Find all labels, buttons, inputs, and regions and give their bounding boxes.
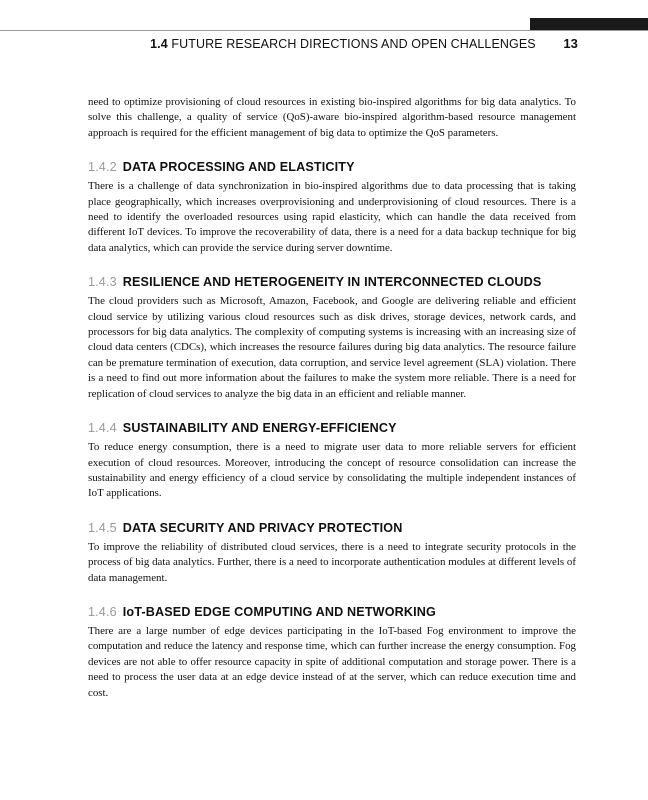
section-number: 1.4.6 — [88, 604, 117, 619]
running-head-title: FUTURE RESEARCH DIRECTIONS AND OPEN CHALLENGES — [171, 37, 536, 51]
section-title: IoT-BASED EDGE COMPUTING AND NETWORKING — [122, 604, 436, 619]
section-title: RESILIENCE AND HETEROGENEITY IN INTERCONNECTED CLOUDS — [122, 275, 542, 290]
section-title: DATA PROCESSING AND ELASTICITY — [122, 160, 355, 175]
section-heading-1-4-5 — [88, 521, 576, 535]
section-heading-1-4-2 — [88, 160, 576, 174]
section-paragraph-1-4-3: The cloud providers such as Microsoft, Amazon, Facebook, and Google are delivering reliable and efficient cloud service by utilizing various cloud resources such as disk drives, storage devices, network cards, and processors for big data analytics. The complexity of computing systems is increasing with an increasing size of cloud data centers (CDCs), which increases the resource failures during big data analytics. The resource failure can be premature termination of execution, data corruption, and service level agreement (SLA) violation. There is a need to find out more information about the failures to make the system more reliable. There is a need for replication of cloud services to analyze the big data in an efficient and reliable manner. — [88, 295, 576, 400]
section-number: 1.4.2 — [88, 160, 117, 175]
page-number: 13 — [563, 36, 578, 51]
section-paragraph-1-4-5: To improve the reliability of distributed cloud services, there is a need to integrate security protocols in the process of big data analytics. Further, there is a need to incorporate authentication modules at different levels of data management. — [88, 540, 576, 584]
section-heading-1-4-3 — [88, 275, 576, 289]
section-title: SUSTAINABILITY AND ENERGY-EFFICIENCY — [122, 421, 397, 436]
section-title: DATA SECURITY AND PRIVACY PROTECTION — [122, 520, 403, 535]
page-body — [88, 95, 576, 701]
intro-paragraph: need to optimize provisioning of cloud resources in existing bio-inspired algorithms for big data analytics. To solve this challenge, a quality of service (QoS)-aware bio-inspired algorithm-based resource management approach is required for the efficient management of big data to optimize the QoS parameters. — [88, 96, 576, 139]
section-paragraph-1-4-2: There is a challenge of data synchronization in bio-inspired algorithms due to data processing that is taking place geographically, which increases overprovisioning and underprovisioning of cloud resources. There is a need to identify the overloaded resources using rapid elasticity, which can handle the data received from different IoT devices. To improve the recoverability of data, there is a need for a data backup technique for big data analytics, which can provide the service during server downtime. — [88, 180, 576, 254]
section-paragraph-1-4-6: There are a large number of edge devices participating in the IoT-based Fog environment to improve the computation and reduce the latency and response time, which can further increase the energy consumption. Fog devices are not able to offer resource capacity in spite of additional computation and storage power. There is a need to process the user data at an edge device instead of at the server, which can reduce execution time and cost. — [88, 624, 576, 699]
running-head-section-number: 1.4 — [150, 37, 168, 51]
section-paragraph-1-4-4: To reduce energy consumption, there is a need to migrate user data to more reliable servers for efficient execution of cloud resources. Moreover, introducing the concept of resource consolidation can increase the sustainability and energy efficiency of a cloud service by consolidating the multiple independent instances of IoT applications. — [88, 441, 576, 500]
header-rule — [0, 30, 648, 31]
section-number: 1.4.3 — [88, 275, 117, 290]
section-number: 1.4.5 — [88, 520, 117, 535]
section-number: 1.4.4 — [88, 421, 117, 436]
section-heading-1-4-6 — [88, 605, 576, 619]
running-head — [0, 36, 578, 51]
section-heading-1-4-4 — [88, 421, 576, 435]
